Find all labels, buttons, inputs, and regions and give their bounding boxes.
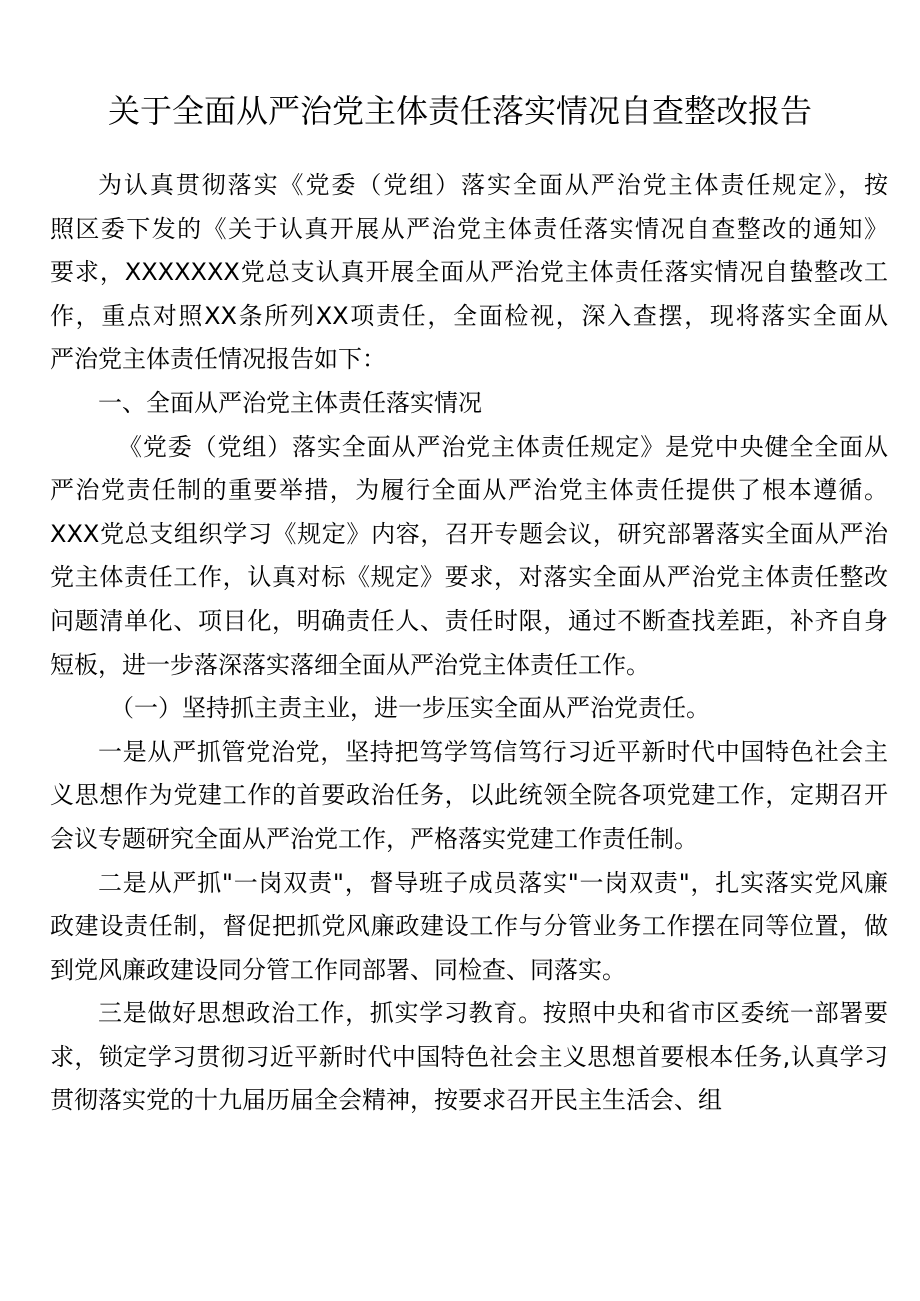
paragraph-line: 三是做好思想政治工作，抓实学习教育。按照中央和省市区委统一部署要 bbox=[98, 999, 888, 1028]
section-heading: 一、全面从严治党主体责任落实情况 bbox=[98, 388, 482, 417]
paragraph-line: 问题清单化、项目化，明确责任人、责任时限，通过不断查找差距，补齐自身 bbox=[50, 606, 888, 635]
paragraph-line: 二是从严抓"一岗双责"，督导班子成员落实"一岗双责"，扎实落实党风廉 bbox=[98, 868, 888, 897]
document-body bbox=[50, 164, 888, 1123]
paragraph-line: 要求，XXXXXXX党总支认真开展全面从严治党主体责任落实情况自蛰整改工 bbox=[50, 258, 888, 287]
paragraph-line: 贯彻落实党的十九届历届全会精神，按要求召开民主生活会、组 bbox=[50, 1086, 722, 1115]
document-title: 关于全面从严治党主体责任落实情况自查整改报告 bbox=[107, 92, 812, 130]
paragraph-line: 会议专题研究全面从严治党工作，严格落实党建工作责任制。 bbox=[50, 824, 698, 853]
paragraph-line: 一是从严抓管党治党，坚持把笃学笃信笃行习近平新时代中国特色社会主 bbox=[98, 737, 888, 766]
paragraph-line: 义思想作为党建工作的首要政治任务，以此统领全院各项党建工作，定期召开 bbox=[50, 781, 888, 810]
paragraph-line: 《党委（党组）落实全面从严治党主体责任规定》是党中央健全全面从 bbox=[118, 432, 888, 461]
paragraph-line: 照区委下发的《关于认真开展从严治党主体责任落实情况自查整改的通知》 bbox=[50, 214, 888, 243]
paragraph-line: 到党风廉政建设同分管工作同部署、同检查、同落实。 bbox=[50, 955, 626, 984]
paragraph-line: 作，重点对照XX条所列XX项责任，全面检视，深入查摆，现将落实全面从 bbox=[50, 301, 888, 330]
paragraph-line: XXX党总支组织学习《规定》内容，召开专题会议，研究部署落实全面从严治 bbox=[50, 519, 888, 548]
paragraph-line: 求，锁定学习贯彻习近平新时代中国特色社会主义思想首要根本任务,认真学习 bbox=[50, 1042, 888, 1071]
paragraph-line: 短板，进一步落深落实落细全面从严治党主体责任工作。 bbox=[50, 650, 650, 679]
paragraph-line: 政建设责任制，督促把抓党风廉政建设工作与分管业务工作摆在同等位置，做 bbox=[50, 912, 888, 941]
paragraph-line: 严治党主体责任情况报告如下： bbox=[50, 345, 386, 374]
subsection-heading: （一）坚持抓主责主业，进一步压实全面从严治党责任。 bbox=[110, 694, 710, 723]
paragraph-line: 党主体责任工作，认真对标《规定》要求，对落实全面从严治党主体责任整改 bbox=[50, 563, 888, 592]
paragraph-line: 为认真贯彻落实《党委（党组）落实全面从严治党主体责任规定》，按 bbox=[98, 171, 888, 199]
paragraph-line: 严治党责任制的重要举措，为履行全面从严治党主体责任提供了根本遵循。 bbox=[50, 476, 888, 505]
